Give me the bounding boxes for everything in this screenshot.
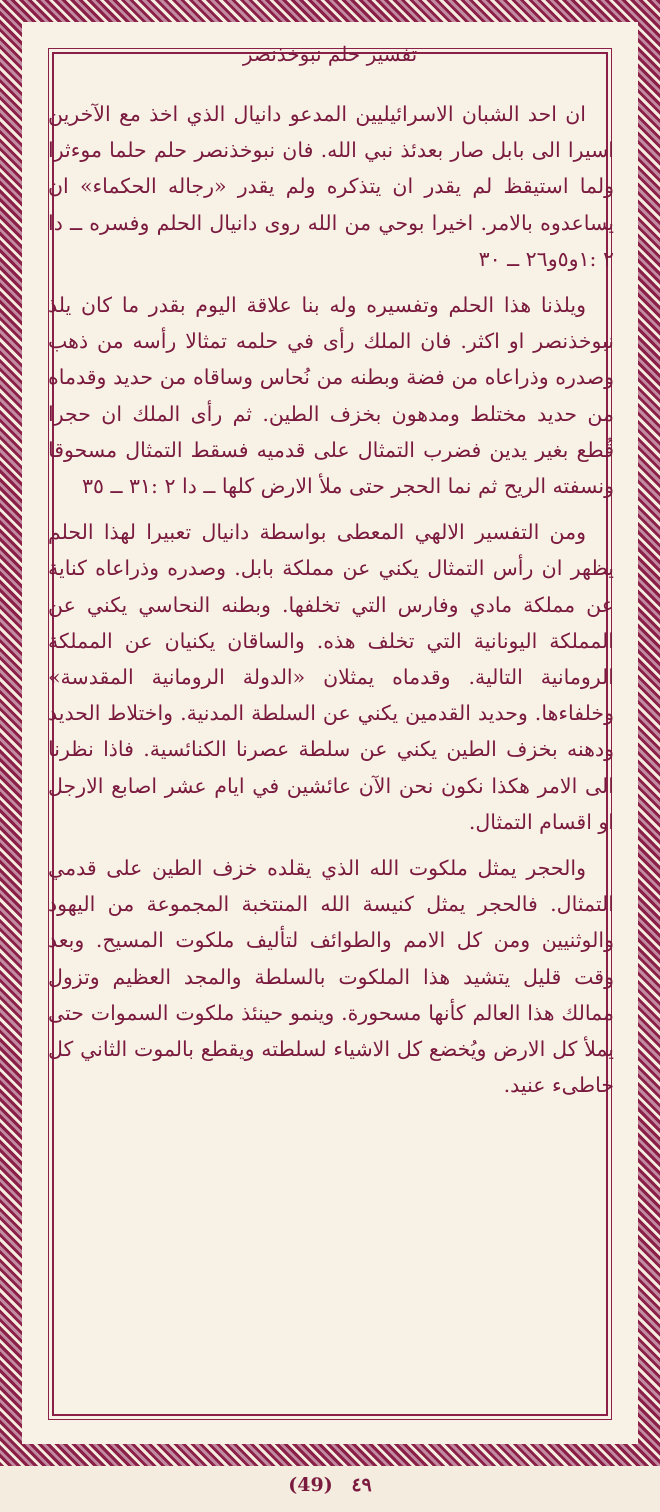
page-number-arabic: ٤٩ (351, 1474, 372, 1496)
page-number-latin: (49) (288, 1474, 333, 1496)
paragraph: ويلذنا هذا الحلم وتفسيره وله بنا علاقة اليوم بقدر ما كان يلذ نبوخذنصر او اكثر. فان الملك رأى في حلمه تمثالا رأسه من ذهب وصدره وذراعاه من فضة وبطنه من نُحاس وساقاه من حديد وقدماه من حديد مختلط ومدهون بخزف الطين. ثم رأى الملك ان حجرا قُطع بغير يدين فضرب التمثال على قدميه فسقط التمثال مسحوقا ونسفته الريح ثم نما الحجر حتى ملأ الارض كلها ــ دا ٢ :٣١ ــ ٣٥ (48, 293, 614, 499)
paragraph: ان احد الشبان الاسرائيليين المدعو دانيال الذي اخذ مع الآخرين اسيرا الى بابل صار بعدئذ نبي الله. فان نبوخذنصر حلم حلما موءثرا ولما استيقظ لم يقدر ان يتذكره ولم يقدر «رجاله الحكماء» ان يساعدوه بالامر. اخيرا بوحي من الله روى دانيال الحلم وفسره ــ دا ٢ :١و٥و٢٦ ــ ٣٠ (48, 102, 614, 271)
paragraph: والحجر يمثل ملكوت الله الذي يقلده خزف الطين على قدمي التمثال. فالحجر يمثل كنيسة الله المنتخبة المجموعة من اليهود والوثنيين ومن كل الامم والطوائف لتأليف ملكوت المسيح. وبعد وقت قليل يتشيد هذا الملكوت بالسلطة والمجد العظيم وتزول ممالك هذا العالم كأنها مسحورة. وينمو حينئذ ملكوت السموات حتى يملأ كل الارض ويُخضع كل الاشياء لسلطته ويقطع بالموت الثاني كل خاطىء عنيد. (48, 856, 614, 1098)
body-text (48, 96, 614, 1103)
paragraph: ومن التفسير الالهي المعطى بواسطة دانيال تعبيرا لهذا الحلم يظهر ان رأس التمثال يكني عن مملكة بابل. وصدره وذراعاه كناية عن مملكة مادي وفارس التي تخلفها. وبطنه النحاسي يكني عن المملكة اليونانية التي تخلف هذه. والساقان يكنيان عن المملكة الرومانية التالية. وقدماه يمثلان «الدولة الرومانية المقدسة» وخلفاءها. وحديد القدمين يكني عن السلطة المدنية. واختلاط الحديد ودهنه بخزف الطين يكني عن سلطة عصرنا الكنائسية. فاذا نظرنا الى الامر هكذا نكون نحن الآن عائشين في ايام عشر اصابع الارجل او اقسام التمثال. (48, 520, 614, 834)
page-number (0, 1474, 660, 1496)
page-title: تفسير حلم نبوخذنصر (242, 42, 418, 66)
